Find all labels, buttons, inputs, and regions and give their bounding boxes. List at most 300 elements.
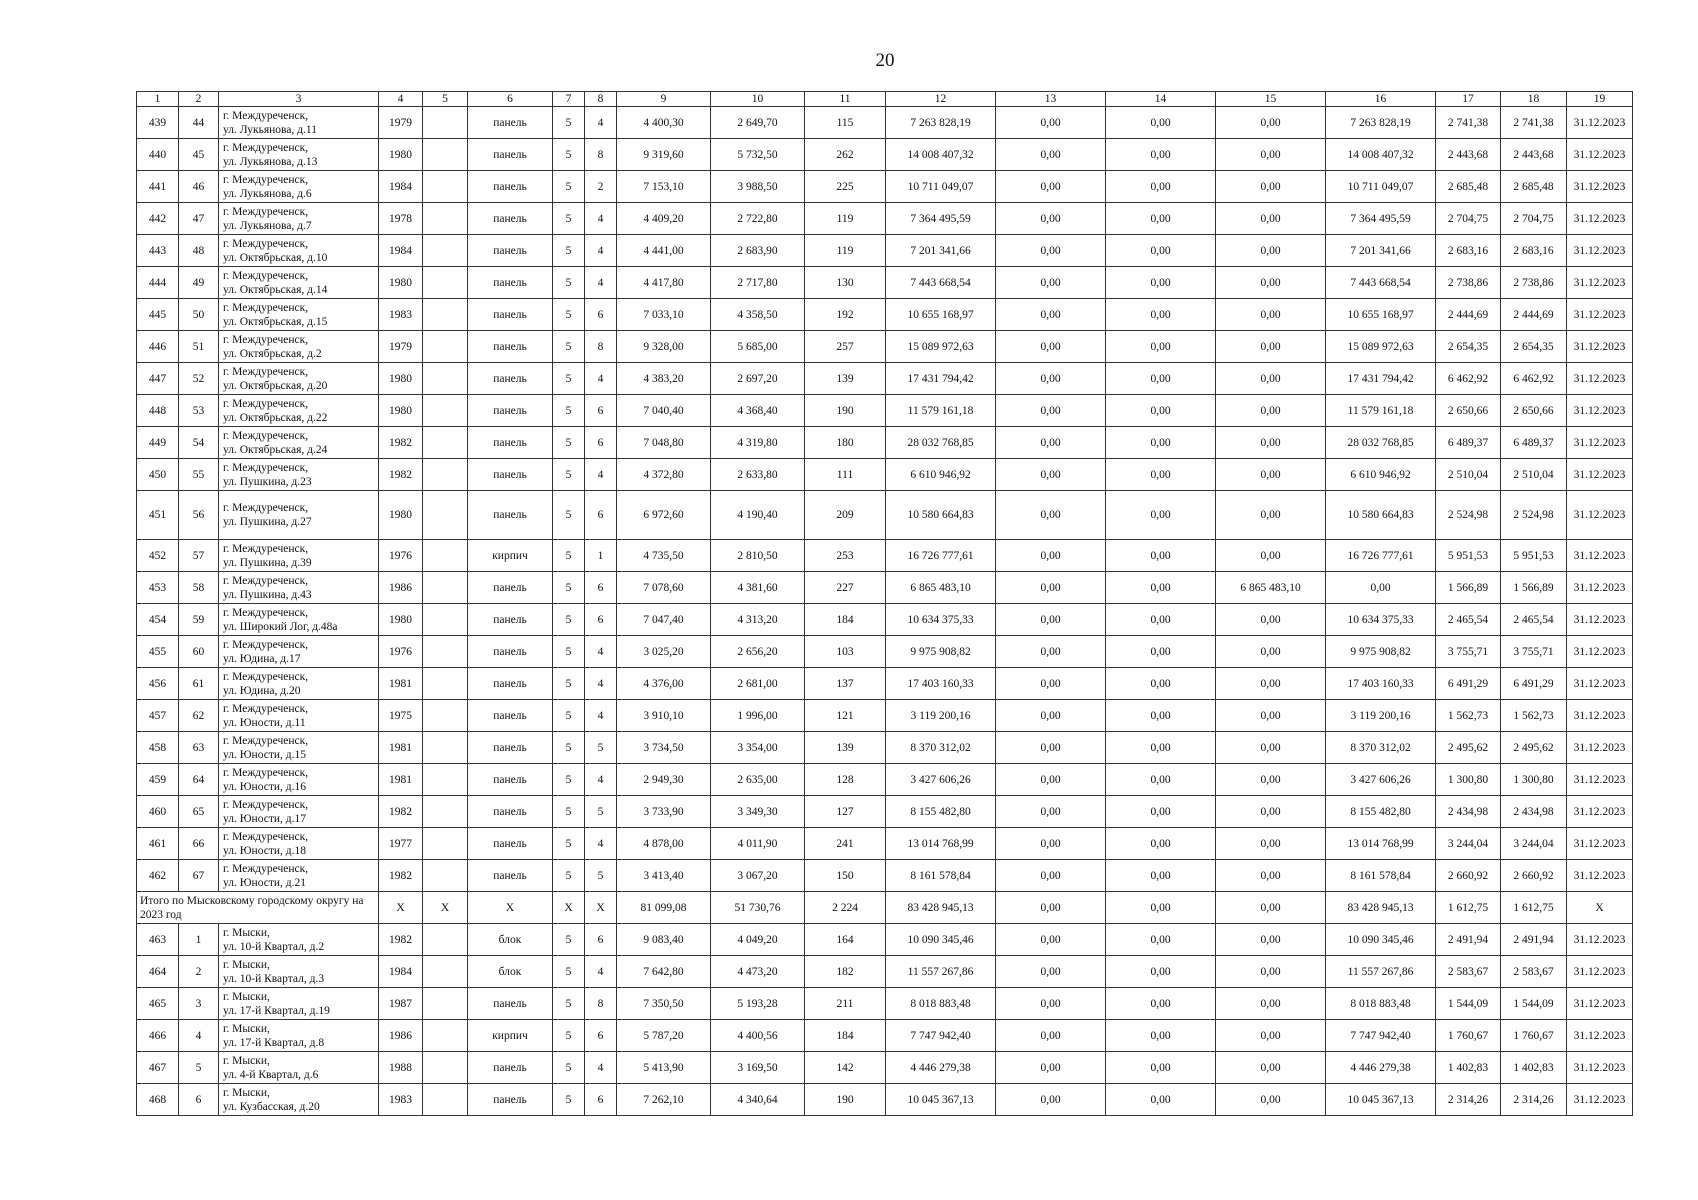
table-cell: 48 xyxy=(179,235,219,267)
table-cell: 8 155 482,80 xyxy=(1326,796,1436,828)
table-cell xyxy=(423,299,468,331)
table-cell: 2 465,54 xyxy=(1501,604,1567,636)
table-cell: 0,00 xyxy=(1216,636,1326,668)
table-cell: 1981 xyxy=(379,668,423,700)
header-row xyxy=(137,92,1633,107)
column-number-cell: 12 xyxy=(886,92,996,107)
table-cell: кирпич xyxy=(468,1020,553,1052)
table-cell: 1986 xyxy=(379,572,423,604)
table-cell: 464 xyxy=(137,956,179,988)
table-cell: 7 263 828,19 xyxy=(886,107,996,139)
address-cell: г. Междуреченск, ул. Лукьянова, д.13 xyxy=(219,139,379,171)
column-number-cell: 3 xyxy=(219,92,379,107)
table-cell xyxy=(423,956,468,988)
table-cell: панель xyxy=(468,796,553,828)
table-cell: 10 580 664,83 xyxy=(1326,491,1436,540)
table-cell: 3 169,50 xyxy=(711,1052,805,1084)
table-cell: 8 018 883,48 xyxy=(1326,988,1436,1020)
table-cell: 0,00 xyxy=(1106,459,1216,491)
table-cell: 2 738,86 xyxy=(1501,267,1567,299)
table-cell: 467 xyxy=(137,1052,179,1084)
table-cell: 2 444,69 xyxy=(1501,299,1567,331)
table-cell: 3 067,20 xyxy=(711,860,805,892)
table-cell: 4 xyxy=(585,459,617,491)
table-row xyxy=(137,796,1633,828)
table-cell: панель xyxy=(468,828,553,860)
column-number-cell: 8 xyxy=(585,92,617,107)
table-cell: 7 262,10 xyxy=(617,1084,711,1116)
table-cell: 3 988,50 xyxy=(711,171,805,203)
table-cell: 119 xyxy=(805,235,886,267)
table-cell: 5 xyxy=(553,604,585,636)
table-cell: 5 xyxy=(553,363,585,395)
table-cell: 0,00 xyxy=(996,988,1106,1020)
table-cell: 456 xyxy=(137,668,179,700)
table-cell: панель xyxy=(468,1052,553,1084)
table-cell: 0,00 xyxy=(1216,732,1326,764)
table-cell: 17 403 160,33 xyxy=(886,668,996,700)
table-cell: 1987 xyxy=(379,988,423,1020)
table-cell: 1 760,67 xyxy=(1501,1020,1567,1052)
table-cell xyxy=(423,636,468,668)
table-cell: 3 413,40 xyxy=(617,860,711,892)
table-cell: 0,00 xyxy=(996,604,1106,636)
table-cell: 3 733,90 xyxy=(617,796,711,828)
address-cell: г. Междуреченск, ул. Пушкина, д.23 xyxy=(219,459,379,491)
table-cell: 0,00 xyxy=(996,491,1106,540)
address-cell: г. Междуреченск, ул. Октябрьская, д.22 xyxy=(219,395,379,427)
table-cell: 11 557 267,86 xyxy=(1326,956,1436,988)
table-row xyxy=(137,107,1633,139)
table-cell xyxy=(423,203,468,235)
table-cell: 6 xyxy=(585,1020,617,1052)
table-cell: 0,00 xyxy=(1216,171,1326,203)
table-cell: 31.12.2023 xyxy=(1567,171,1633,203)
table-cell: 1982 xyxy=(379,459,423,491)
table-cell: 127 xyxy=(805,796,886,828)
table-cell: 83 428 945,13 xyxy=(886,892,996,924)
table-cell: 0,00 xyxy=(1106,139,1216,171)
table-cell: 6 491,29 xyxy=(1436,668,1501,700)
table-cell: 190 xyxy=(805,1084,886,1116)
table-cell: 3 119 200,16 xyxy=(1326,700,1436,732)
table-cell xyxy=(423,427,468,459)
table-cell: 4 xyxy=(585,764,617,796)
table-cell: X xyxy=(423,892,468,924)
table-cell: 4 376,00 xyxy=(617,668,711,700)
table-cell: 445 xyxy=(137,299,179,331)
table-cell: 31.12.2023 xyxy=(1567,139,1633,171)
table-cell: 2 434,98 xyxy=(1436,796,1501,828)
table-cell xyxy=(423,604,468,636)
table-cell: 10 655 168,97 xyxy=(886,299,996,331)
table-cell: 150 xyxy=(805,860,886,892)
table-cell: 11 557 267,86 xyxy=(886,956,996,988)
table-cell: 1982 xyxy=(379,860,423,892)
address-cell: г. Междуреченск, ул. Пушкина, д.43 xyxy=(219,572,379,604)
table-cell: 439 xyxy=(137,107,179,139)
table-cell: 31.12.2023 xyxy=(1567,1084,1633,1116)
table-cell: 0,00 xyxy=(1106,267,1216,299)
table-cell: 227 xyxy=(805,572,886,604)
table-cell: 8 xyxy=(585,331,617,363)
column-number-cell: 16 xyxy=(1326,92,1436,107)
table-cell: 121 xyxy=(805,700,886,732)
table-cell: панель xyxy=(468,636,553,668)
table-cell: 31.12.2023 xyxy=(1567,956,1633,988)
table-row xyxy=(137,491,1633,540)
table-cell xyxy=(423,924,468,956)
table-cell: 4 368,40 xyxy=(711,395,805,427)
table-cell: 4 011,90 xyxy=(711,828,805,860)
table-cell: панель xyxy=(468,1084,553,1116)
column-number-cell: 1 xyxy=(137,92,179,107)
table-cell: 103 xyxy=(805,636,886,668)
column-number-cell: 7 xyxy=(553,92,585,107)
table-cell: 0,00 xyxy=(1106,860,1216,892)
table-cell: 2 656,20 xyxy=(711,636,805,668)
table-cell: 1 xyxy=(179,924,219,956)
table-cell: 64 xyxy=(179,764,219,796)
table-cell: 3 xyxy=(179,988,219,1020)
table-cell: 455 xyxy=(137,636,179,668)
table-cell: 0,00 xyxy=(1106,540,1216,572)
table-cell: 4 340,64 xyxy=(711,1084,805,1116)
table-cell: 2 717,80 xyxy=(711,267,805,299)
table-cell: 0,00 xyxy=(1106,331,1216,363)
table-cell: 2 683,90 xyxy=(711,235,805,267)
table-row xyxy=(137,235,1633,267)
table-cell: 441 xyxy=(137,171,179,203)
table-cell: 67 xyxy=(179,860,219,892)
table-cell: 451 xyxy=(137,491,179,540)
table-cell xyxy=(423,139,468,171)
table-cell: 17 431 794,42 xyxy=(886,363,996,395)
table-cell: 0,00 xyxy=(996,860,1106,892)
table-cell: 5 xyxy=(553,107,585,139)
table-cell xyxy=(423,988,468,1020)
table-cell: 2 224 xyxy=(805,892,886,924)
table-cell: 4 xyxy=(585,956,617,988)
table-cell: 1980 xyxy=(379,491,423,540)
table-cell: 2 738,86 xyxy=(1436,267,1501,299)
table-cell: 0,00 xyxy=(996,171,1106,203)
table-cell: 5 xyxy=(553,235,585,267)
table-cell: 449 xyxy=(137,427,179,459)
table-cell: 0,00 xyxy=(996,427,1106,459)
table-cell: 6 xyxy=(585,604,617,636)
table-cell xyxy=(423,1052,468,1084)
table-cell: панель xyxy=(468,107,553,139)
table-cell: 51 xyxy=(179,331,219,363)
table-cell: 4 441,00 xyxy=(617,235,711,267)
table-cell: 10 655 168,97 xyxy=(1326,299,1436,331)
table-cell: 4 xyxy=(585,1052,617,1084)
table-cell: 7 040,40 xyxy=(617,395,711,427)
table-cell: 142 xyxy=(805,1052,886,1084)
table-cell: 5 xyxy=(585,732,617,764)
table-cell: 1 996,00 xyxy=(711,700,805,732)
table-cell: 4 400,56 xyxy=(711,1020,805,1052)
table-cell: 60 xyxy=(179,636,219,668)
table-cell: 0,00 xyxy=(1216,299,1326,331)
table-cell: 6 489,37 xyxy=(1436,427,1501,459)
table-cell: 6 xyxy=(585,572,617,604)
table-cell: блок xyxy=(468,924,553,956)
table-cell: 180 xyxy=(805,427,886,459)
table-cell: 1 760,67 xyxy=(1436,1020,1501,1052)
table-cell: 31.12.2023 xyxy=(1567,668,1633,700)
table-cell: 7 642,80 xyxy=(617,956,711,988)
table-cell: 5 xyxy=(553,988,585,1020)
table-cell: 9 083,40 xyxy=(617,924,711,956)
table-cell: 5 xyxy=(553,1052,585,1084)
table-cell: 31.12.2023 xyxy=(1567,1020,1633,1052)
table-cell: 2 681,00 xyxy=(711,668,805,700)
table-cell: 2 443,68 xyxy=(1501,139,1567,171)
table-cell: 5 xyxy=(553,267,585,299)
table-cell: 2 654,35 xyxy=(1436,331,1501,363)
table-cell: 5 xyxy=(553,331,585,363)
table-cell: 5 xyxy=(553,956,585,988)
table-cell: 62 xyxy=(179,700,219,732)
table-cell: 6 610 946,92 xyxy=(886,459,996,491)
table-cell: 31.12.2023 xyxy=(1567,395,1633,427)
table-cell: 4 xyxy=(585,828,617,860)
table-cell: 4 372,80 xyxy=(617,459,711,491)
table-cell: X xyxy=(553,892,585,924)
table-cell: X xyxy=(1567,892,1633,924)
table-cell: 9 975 908,82 xyxy=(886,636,996,668)
table-cell: 0,00 xyxy=(1106,668,1216,700)
table-cell: 211 xyxy=(805,988,886,1020)
table-cell: 0,00 xyxy=(1106,107,1216,139)
table-cell: 2 635,00 xyxy=(711,764,805,796)
table-cell: 0,00 xyxy=(996,732,1106,764)
table-cell: 4 313,20 xyxy=(711,604,805,636)
table-cell: 7 747 942,40 xyxy=(1326,1020,1436,1052)
table-cell: 6 489,37 xyxy=(1501,427,1567,459)
table-cell: 6 972,60 xyxy=(617,491,711,540)
table-cell: 7 364 495,59 xyxy=(886,203,996,235)
table-cell: 0,00 xyxy=(1106,796,1216,828)
table-cell: 1982 xyxy=(379,796,423,828)
table-cell: панель xyxy=(468,203,553,235)
total-label-cell: Итого по Мысковскому городскому округу на 2023 год xyxy=(137,892,379,924)
table-cell xyxy=(423,828,468,860)
table-cell: 66 xyxy=(179,828,219,860)
table-cell: 6 865 483,10 xyxy=(886,572,996,604)
table-cell: 31.12.2023 xyxy=(1567,604,1633,636)
table-cell: 31.12.2023 xyxy=(1567,107,1633,139)
table-cell: 4 xyxy=(585,636,617,668)
table-cell: 184 xyxy=(805,1020,886,1052)
address-cell: г. Междуреченск, ул. Юдина, д.17 xyxy=(219,636,379,668)
table-cell: 51 730,76 xyxy=(711,892,805,924)
table-cell: 2 xyxy=(179,956,219,988)
column-number-cell: 9 xyxy=(617,92,711,107)
table-cell: 241 xyxy=(805,828,886,860)
table-cell: 13 014 768,99 xyxy=(1326,828,1436,860)
address-cell: г. Междуреченск, ул. Лукьянова, д.6 xyxy=(219,171,379,203)
table-cell: 442 xyxy=(137,203,179,235)
table-cell: блок xyxy=(468,956,553,988)
table-cell: 0,00 xyxy=(1106,732,1216,764)
table-cell: 2 524,98 xyxy=(1501,491,1567,540)
table-cell: 65 xyxy=(179,796,219,828)
column-number-cell: 18 xyxy=(1501,92,1567,107)
table-cell: 3 349,30 xyxy=(711,796,805,828)
table-cell: 3 244,04 xyxy=(1436,828,1501,860)
table-cell: 0,00 xyxy=(996,924,1106,956)
table-cell: 31.12.2023 xyxy=(1567,732,1633,764)
table-cell: 0,00 xyxy=(1216,363,1326,395)
table-cell: 2 660,92 xyxy=(1501,860,1567,892)
table-cell: 5 xyxy=(553,828,585,860)
table-cell: 1 562,73 xyxy=(1436,700,1501,732)
table-cell: 2 683,16 xyxy=(1436,235,1501,267)
table-cell: панель xyxy=(468,363,553,395)
table-cell: 3 244,04 xyxy=(1501,828,1567,860)
table-cell: 31.12.2023 xyxy=(1567,427,1633,459)
table-cell: 7 443 668,54 xyxy=(1326,267,1436,299)
table-cell: 8 370 312,02 xyxy=(886,732,996,764)
table-cell: 1 544,09 xyxy=(1436,988,1501,1020)
table-cell: 8 161 578,84 xyxy=(1326,860,1436,892)
table-cell: 1980 xyxy=(379,139,423,171)
table-cell: 0,00 xyxy=(1106,363,1216,395)
table-cell: 56 xyxy=(179,491,219,540)
table-cell: 0,00 xyxy=(996,636,1106,668)
table-cell: 0,00 xyxy=(1216,988,1326,1020)
table-cell: 119 xyxy=(805,203,886,235)
address-cell: г. Междуреченск, ул. Юдина, д.20 xyxy=(219,668,379,700)
table-cell: 58 xyxy=(179,572,219,604)
table-cell: 446 xyxy=(137,331,179,363)
table-cell: 31.12.2023 xyxy=(1567,331,1633,363)
table-cell: 4 400,30 xyxy=(617,107,711,139)
address-cell: г. Междуреченск, ул. Юности, д.18 xyxy=(219,828,379,860)
table-cell: 28 032 768,85 xyxy=(886,427,996,459)
table-cell: панель xyxy=(468,331,553,363)
table-cell: 53 xyxy=(179,395,219,427)
table-cell: 5 xyxy=(553,427,585,459)
table-cell: 6 xyxy=(585,924,617,956)
table-cell: 453 xyxy=(137,572,179,604)
table-cell: 1984 xyxy=(379,171,423,203)
address-cell: г. Междуреченск, ул. Широкий Лог, д.48а xyxy=(219,604,379,636)
table-cell: 0,00 xyxy=(1216,956,1326,988)
table-cell: 2 444,69 xyxy=(1436,299,1501,331)
column-number-cell: 10 xyxy=(711,92,805,107)
table-cell: 2 491,94 xyxy=(1436,924,1501,956)
table-cell: 4 446 279,38 xyxy=(1326,1052,1436,1084)
address-cell: г. Междуреченск, ул. Октябрьская, д.2 xyxy=(219,331,379,363)
table-cell: 4 xyxy=(585,700,617,732)
column-number-cell: 6 xyxy=(468,92,553,107)
table-cell: 1981 xyxy=(379,764,423,796)
table-cell: 46 xyxy=(179,171,219,203)
table-cell: 8 xyxy=(585,988,617,1020)
table-row xyxy=(137,203,1633,235)
table-cell xyxy=(423,267,468,299)
table-cell: 7 364 495,59 xyxy=(1326,203,1436,235)
table-row xyxy=(137,299,1633,331)
table-cell: 15 089 972,63 xyxy=(1326,331,1436,363)
table-cell: 0,00 xyxy=(1216,395,1326,427)
table-cell: 1977 xyxy=(379,828,423,860)
table-cell xyxy=(423,860,468,892)
table-cell: 4 xyxy=(585,668,617,700)
table-cell: 1980 xyxy=(379,395,423,427)
table-cell: 5 xyxy=(553,732,585,764)
table-cell: 0,00 xyxy=(1216,491,1326,540)
table-cell: панель xyxy=(468,427,553,459)
table-cell: 5 xyxy=(553,171,585,203)
table-cell: 7 033,10 xyxy=(617,299,711,331)
table-cell: 0,00 xyxy=(1106,924,1216,956)
table-cell: 13 014 768,99 xyxy=(886,828,996,860)
table-cell: 5 xyxy=(553,299,585,331)
table-cell: 164 xyxy=(805,924,886,956)
table-cell: 1 544,09 xyxy=(1501,988,1567,1020)
table-cell: 2 704,75 xyxy=(1436,203,1501,235)
table-cell: 2 633,80 xyxy=(711,459,805,491)
table-cell: панель xyxy=(468,171,553,203)
table-cell: 458 xyxy=(137,732,179,764)
table-cell: 10 711 049,07 xyxy=(886,171,996,203)
table-row xyxy=(137,363,1633,395)
table-cell: 1 402,83 xyxy=(1501,1052,1567,1084)
table-cell: 15 089 972,63 xyxy=(886,331,996,363)
table-cell: 4 735,50 xyxy=(617,540,711,572)
table-row xyxy=(137,459,1633,491)
table-cell: 0,00 xyxy=(996,267,1106,299)
table-cell: 4 xyxy=(585,267,617,299)
table-cell: 1979 xyxy=(379,107,423,139)
table-cell: 17 403 160,33 xyxy=(1326,668,1436,700)
table-cell: 2 314,26 xyxy=(1501,1084,1567,1116)
table-cell: X xyxy=(585,892,617,924)
table-cell: 31.12.2023 xyxy=(1567,828,1633,860)
table-cell: 16 726 777,61 xyxy=(1326,540,1436,572)
table-row xyxy=(137,956,1633,988)
table-cell: 54 xyxy=(179,427,219,459)
table-cell: 2 741,38 xyxy=(1501,107,1567,139)
table-cell: 10 045 367,13 xyxy=(1326,1084,1436,1116)
table-cell: 262 xyxy=(805,139,886,171)
table-cell: 2 491,94 xyxy=(1501,924,1567,956)
column-number-cell: 14 xyxy=(1106,92,1216,107)
table-cell: 44 xyxy=(179,107,219,139)
table-cell: 5 685,00 xyxy=(711,331,805,363)
table-cell: 2 510,04 xyxy=(1501,459,1567,491)
table-cell xyxy=(423,572,468,604)
table-cell: 0,00 xyxy=(996,700,1106,732)
table-cell: 0,00 xyxy=(996,668,1106,700)
table-cell: 3 755,71 xyxy=(1501,636,1567,668)
table-row xyxy=(137,267,1633,299)
table-cell: 5 xyxy=(553,491,585,540)
table-cell: 2 xyxy=(585,171,617,203)
table-cell: 0,00 xyxy=(996,796,1106,828)
table-cell: 2 495,62 xyxy=(1436,732,1501,764)
table-cell: 450 xyxy=(137,459,179,491)
table-cell: 462 xyxy=(137,860,179,892)
table-cell: 31.12.2023 xyxy=(1567,988,1633,1020)
table-cell: 7 047,40 xyxy=(617,604,711,636)
table-cell xyxy=(423,235,468,267)
